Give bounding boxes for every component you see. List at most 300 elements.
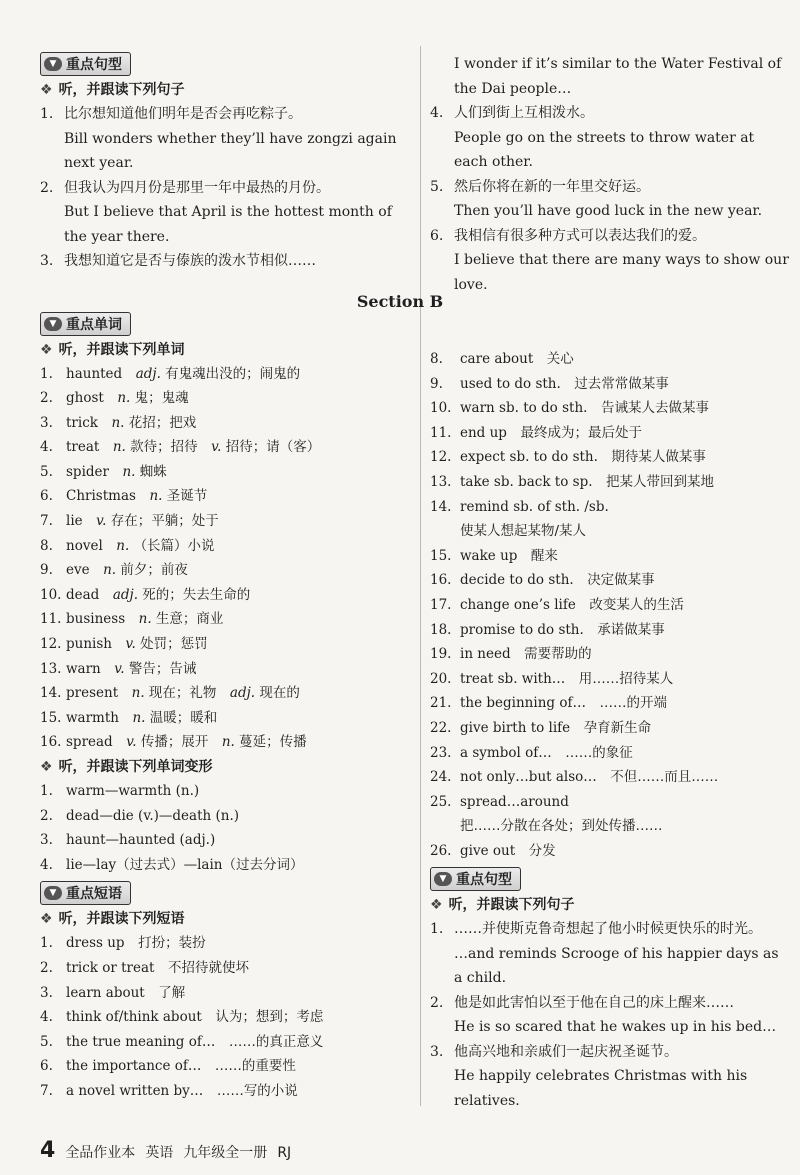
word-text [66,730,408,755]
phrase-cn: 把……分散在各处；到处传播…… [460,818,663,835]
phrase-cn: 孕育新生命 [583,719,652,736]
word-meaning: 现在的 [259,685,300,702]
phrase-text [460,642,790,667]
phrase-item [40,1054,408,1079]
phrase-en: the true meaning of… [66,1033,216,1050]
word-text [66,411,408,436]
word-text [66,558,408,583]
phrase-cn: 打扮；装扮 [138,935,206,952]
sentence-list [430,101,790,297]
phrase-en: take sb. back to sp. [460,473,593,490]
phrase-text [460,544,790,569]
phrase-item [430,568,790,593]
item-number: 6. [40,1058,53,1075]
phrase-cn: 最终成为；最后处于 [520,424,642,441]
item-number: 2. [40,390,53,407]
phrase-cn: 告诫某人去做某事 [600,400,709,417]
instruction-label: 听，并跟读下列句子 [58,82,185,98]
instruction-label: 听，并跟读下列短语 [58,911,185,928]
item-number: 19. [430,646,452,663]
phrase-text [460,741,790,766]
item-number: 1. [40,106,54,122]
header-label: 重点单词 [66,316,122,333]
sentence-en: He is so scared that he wakes up in his bed… [454,1019,777,1036]
sentence-item [40,176,408,250]
sentences-instruction [430,893,790,917]
phrase-cn: 关心 [546,351,574,367]
clover-icon: ❖ [40,341,53,358]
sentence-en: Bill wonders whether they’ll have zongzi again next year. [64,130,397,171]
sentence-text [454,101,790,175]
item-number: 1. [430,921,444,938]
phrase-en: think of/think about [66,1009,202,1026]
phrase-item [40,1079,408,1104]
part-of-speech: n. [221,734,235,751]
sentence-text [454,991,790,1040]
clover-icon: ❖ [40,911,53,928]
word-en: present [66,685,119,702]
word-text [66,460,408,485]
phrase-en: promise to do sth. [460,621,584,638]
item-number: 9. [430,375,443,392]
phrase-text [460,667,790,692]
word-meaning: 招待；请（客） [225,439,321,456]
word-text [66,362,408,387]
phrase-text [460,839,790,864]
word-form-text: dead—die (v.)—death (n.) [66,807,240,824]
sentence-text [454,917,790,991]
part-of-speech: n. [112,439,126,456]
word-text [66,484,408,509]
item-number: 21. [430,695,452,712]
sentences-instruction [40,78,408,102]
item-number: 17. [430,596,452,613]
part-of-speech: n. [122,463,136,480]
word-item [40,706,408,731]
word-item [40,509,408,534]
item-number: 20. [430,670,452,687]
item-number: 14. [40,685,62,702]
instruction-label: 听，并跟读下列句子 [448,897,575,914]
word-item [40,607,408,632]
word-en: Christmas [66,488,136,505]
item-number [430,814,460,839]
word-meaning: 花招；把戏 [128,414,197,431]
sentence-item [430,224,790,298]
phrase-text [460,445,790,470]
phrase-cn: 承诺做某事 [597,621,665,638]
phrase-item [430,642,790,667]
item-number: 16. [430,572,452,589]
phrase-item [430,667,790,692]
phrase-cn: 改变某人的生活 [589,596,684,613]
sentence-text [454,224,790,298]
word-meaning: 死的；失去生命的 [142,586,251,603]
part-of-speech: n. [149,488,163,505]
edition-label: RJ [277,1145,292,1161]
item-number: 6. [430,227,444,244]
sentence-list [40,102,408,274]
word-item [40,484,408,509]
word-en: punish [66,636,112,653]
phrase-item [40,1005,408,1030]
word-meaning: 蔓延；传播 [239,734,307,751]
phrase-cn: ……的真正意义 [228,1033,324,1050]
item-number: 4. [40,439,53,456]
item-number: 2. [40,179,54,196]
phrase-item [430,618,790,643]
phrase-list [40,931,408,1103]
phrase-text [460,691,790,716]
item-number: 25. [430,793,452,810]
word-item [40,730,408,755]
word-item [40,632,408,657]
chevron-down-icon: ▼ [44,57,62,71]
word-form-text: warm—warmth (n.) [66,783,200,799]
book-title: 全品作业本 [65,1145,136,1161]
phrase-text [460,814,790,839]
word-meaning: 现在；礼物 [148,685,217,702]
word-meaning: 前夕；前夜 [120,562,188,579]
sentence-item [430,175,790,224]
part-of-speech: adj. [135,365,161,382]
right-column [430,52,790,1113]
item-number: 5. [430,178,444,195]
sentence-item [40,102,408,176]
phrase-item [430,691,790,716]
phrase-en: used to do sth. [460,375,561,392]
section-b-title: Section B [356,292,444,311]
item-number: 2. [430,994,444,1011]
item-number: 8. [430,351,443,367]
item-number: 15. [40,709,62,726]
word-meaning: 处罚；惩罚 [140,636,208,653]
phrase-en: end up [460,424,507,441]
phrase-cn: 使某人想起某物/某人 [460,523,587,540]
header-label: 重点短语 [66,886,122,903]
phrase-en: give birth to life [460,719,571,736]
sentence-en: …and reminds Scrooge of his happier days as a child. [454,945,779,987]
part-of-speech: n. [138,611,152,628]
left-column [40,48,408,1104]
item-number [430,519,460,544]
chevron-down-icon: ▼ [434,872,452,886]
phrase-cn: ……的开端 [599,695,667,712]
chevron-down-icon: ▼ [44,886,62,900]
sentence-cn: 我想知道它是否与傣族的泼水节相似…… [64,253,316,269]
phrase-text [66,931,408,956]
phrase-text [66,981,408,1006]
phrase-text [460,372,790,397]
item-number: 7. [40,513,53,530]
phrase-cn: ……的象征 [565,744,633,761]
part-of-speech: n. [111,414,125,431]
item-number: 1. [40,935,53,952]
phrase-text [66,1054,408,1079]
word-en: spider [66,463,109,480]
phrase-text [460,593,790,618]
word-en: treat [66,439,100,456]
sentence-cn: 比尔想知道他们明年是否会再吃粽子。 [64,106,302,122]
word-en: spread [66,734,113,751]
phrase-cn: 醒来 [530,547,558,564]
phrase-en: a novel written by… [66,1082,204,1099]
item-number: 4. [40,856,53,873]
item-number: 13. [40,660,62,677]
item-number: 16. [40,734,62,751]
phrase-en: learn about [66,984,145,1001]
phrase-text [460,790,790,815]
word-text [66,681,408,706]
sentence-en: I wonder if it’s similar to the Water Festival of the Dai people… [454,56,782,97]
phrase-item [430,814,790,839]
sentence-cn: 人们到街上互相泼水。 [454,105,594,121]
clover-icon: ❖ [40,82,53,98]
phrase-cn: 把某人带回到某地 [606,473,715,490]
phrase-cn: 认为；想到；考虑 [215,1009,324,1026]
phrase-en: not only…but also… [460,769,597,786]
phrase-en: expect sb. to do sth. [460,449,598,466]
item-number: 8. [40,537,53,554]
page-footer [40,1138,291,1163]
word-en: eve [66,562,90,579]
item-number: 4. [430,105,444,121]
item-number: 26. [430,842,452,859]
phrase-item [430,421,790,446]
key-phrases-header [40,881,131,905]
phrase-en: the importance of… [66,1058,202,1075]
sentence-item [40,249,408,274]
sentence-text [454,1040,790,1114]
phrase-en: the beginning of… [460,695,586,712]
phrase-item [430,519,790,544]
sentence-cn: 他是如此害怕以至于他在自己的床上醒来…… [454,994,734,1011]
phrase-text [66,1005,408,1030]
word-meaning: 鬼；鬼魂 [134,390,189,407]
word-item [40,362,408,387]
phrase-item [430,765,790,790]
word-list [40,362,408,756]
phrase-en: decide to do sth. [460,572,574,589]
word-meaning: 警告；告诫 [128,660,197,677]
phrase-item [430,593,790,618]
word-meaning: 存在；平躺；处于 [110,513,219,530]
phrase-en: dress up [66,935,125,952]
phrase-cn: 不招待就使坏 [167,959,249,976]
sentence-item [430,1040,790,1114]
phrase-text [460,495,790,520]
phrase-text [66,956,408,981]
item-number: 3. [40,984,53,1001]
item-number: 3. [40,832,53,849]
word-item [40,386,408,411]
phrase-en: change one’s life [460,596,576,613]
word-form-item [40,804,408,829]
word-meaning: 有鬼魂出没的；闹鬼的 [165,365,301,382]
word-text [66,435,408,460]
word-meaning: 圣诞节 [166,488,208,505]
sentence-cn: 但我认为四月份是那里一年中最热的月份。 [64,179,330,196]
part-of-speech: adj. [112,586,138,603]
word-item [40,411,408,436]
word-text [66,386,408,411]
word-text [66,509,408,534]
item-number: 3. [430,1043,444,1060]
phrase-cn: 期待某人做某事 [611,449,706,466]
sentence-cn: 我相信有很多种方式可以表达我们的爱。 [454,227,706,244]
phrase-text [460,618,790,643]
part-of-speech: n. [116,537,130,554]
word-text [66,706,408,731]
item-number: 22. [430,719,452,736]
item-number: 12. [40,636,62,653]
phrase-text [460,568,790,593]
item-number: 23. [430,744,452,761]
sentence-en: People go on the streets to throw water at each other. [454,129,755,170]
part-of-speech: v. [114,660,125,677]
item-number: 4. [40,1009,53,1026]
sentence-list [430,917,790,1113]
sentence-continuation [430,52,790,101]
phrase-text [66,1079,408,1104]
phrase-cn: 需要帮助的 [524,646,592,663]
word-en: warn [66,660,101,677]
word-meaning: （长篇）小说 [133,537,215,554]
phrase-en: a symbol of… [460,744,552,761]
phrase-cn: ……的重要性 [214,1058,296,1075]
sentence-item [430,101,790,175]
phrase-list [430,347,790,863]
header-label: 重点句型 [456,872,512,889]
sentence-text [64,102,408,176]
phrase-item [430,544,790,569]
item-number: 9. [40,562,53,579]
page-number: 4 [40,1138,56,1163]
word-text [66,632,408,657]
part-of-speech: v. [126,734,137,751]
item-number: 6. [40,488,53,505]
sentence-text [454,175,790,224]
words-instruction [40,338,408,362]
item-number: 11. [430,424,452,441]
sentence-text [64,176,408,250]
sentence-cn: 然后你将在新的一年里交好运。 [454,178,650,195]
word-item [40,534,408,559]
word-en: dead [66,586,100,603]
part-of-speech: v. [96,513,107,530]
key-words-header [40,312,131,336]
word-en: ghost [66,390,104,407]
phrase-cn: 决定做某事 [587,572,655,589]
word-meaning: 生意；商业 [155,611,224,628]
word-text [66,534,408,559]
word-en: business [66,611,126,628]
item-number: 2. [40,807,53,824]
part-of-speech: n. [131,685,145,702]
part-of-speech: n. [103,562,117,579]
phrase-item [40,931,408,956]
phrase-text [460,519,790,544]
phrase-text [460,716,790,741]
phrase-en: wake up [460,547,518,564]
sentence-en: Then you’ll have good luck in the new year. [454,203,763,219]
word-en: lie [66,513,83,530]
sentence-item [430,991,790,1040]
instruction-label: 听，并跟读下列单词 [58,341,185,358]
phrase-text [66,1030,408,1055]
phrase-en: in need [460,646,511,663]
phrase-en: spread…around [460,793,569,810]
word-form-item [40,853,408,878]
phrase-item [430,790,790,815]
item-number: 3. [40,253,54,269]
phrase-item [430,741,790,766]
grade-label: 九年级全一册 [183,1145,268,1161]
phrase-en: give out [460,842,516,859]
sentence-en: I believe that there are many ways to show our love. [454,252,789,293]
phrase-text [460,470,790,495]
phrase-cn: ……写的小说 [216,1082,298,1099]
phrase-cn: 不但……而且…… [610,769,719,786]
part-of-speech: v. [125,636,136,653]
word-en: haunted [66,365,123,382]
phrase-cn: 过去常常做某事 [574,375,669,392]
item-number: 1. [40,783,53,799]
sentence-cn: 他高兴地和亲戚们一起庆祝圣诞节。 [454,1043,678,1060]
word-en: warmth [66,709,119,726]
subject-label: 英语 [145,1145,174,1161]
item-number: 1. [40,365,53,382]
word-item [40,558,408,583]
phrase-en: treat sb. with… [460,670,566,687]
word-item [40,583,408,608]
phrase-text [460,765,790,790]
part-of-speech: n. [132,709,146,726]
word-text [66,607,408,632]
phrase-item [40,981,408,1006]
item-number: 12. [430,449,452,466]
phrase-item [430,716,790,741]
word-en: novel [66,537,103,554]
clover-icon: ❖ [430,897,443,914]
word-form-item [40,828,408,853]
item-number: 5. [40,463,53,480]
item-number: 11. [40,611,62,628]
word-item [40,460,408,485]
header-label: 重点句型 [66,57,122,73]
item-number: 10. [430,400,452,417]
word-item [40,435,408,460]
word-text [66,657,408,682]
phrase-cn: 用……招待某人 [578,670,674,687]
phrase-en: trick or treat [66,959,155,976]
word-form-text: haunt—haunted (adj.) [66,832,216,849]
part-of-speech: adj. [229,685,256,702]
phrases-instruction [40,907,408,931]
phrase-en: remind sb. of sth. /sb. [460,498,609,515]
word-form-text: lie—lay（过去式）—lain（过去分词） [66,856,304,873]
phrase-item [430,495,790,520]
phrase-text [460,347,790,372]
item-number: 14. [430,498,452,515]
word-meaning: 传播；展开 [140,734,209,751]
clover-icon: ❖ [40,759,53,775]
phrase-cn: 了解 [158,984,186,1001]
item-number: 7. [40,1082,53,1099]
phrase-item [430,347,790,372]
sentence-en: He happily celebrates Christmas with his relatives. [454,1068,748,1109]
chevron-down-icon: ▼ [44,317,62,331]
